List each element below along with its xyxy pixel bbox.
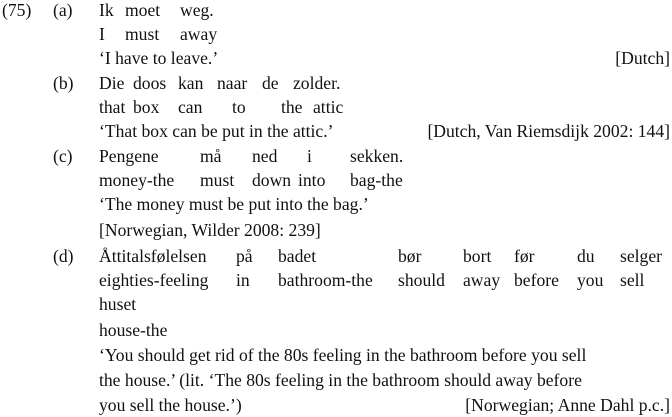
citation: [Dutch, Van Riemsdijk 2002: 144] <box>427 121 670 141</box>
gloss-word: must <box>125 24 160 44</box>
source-word: du <box>577 246 595 266</box>
source-word: huset <box>99 294 137 314</box>
source-word: doos <box>133 73 167 93</box>
gloss-word: eighties-feeling <box>99 270 209 290</box>
gloss-word: box <box>133 97 160 117</box>
item-label: (d) <box>53 246 74 266</box>
gloss-word: I <box>99 24 105 44</box>
item-label: (a) <box>53 0 73 20</box>
translation: ‘The money must be put into the bag.’ <box>99 194 369 214</box>
gloss-word: before <box>514 270 559 290</box>
translation-line: ‘You should get rid of the 80s feeling in the bathroom before you sell <box>99 345 587 365</box>
example-number: (75) <box>2 0 32 20</box>
gloss-word: that <box>99 97 126 117</box>
translation: ‘I have to leave.’ <box>99 48 219 68</box>
source-word: naar <box>217 73 248 93</box>
source-word: i <box>307 146 312 166</box>
gloss-word: money-the <box>99 170 175 190</box>
citation: [Norwegian; Anne Dahl p.c.] <box>465 395 670 415</box>
source-word: sekken. <box>350 146 404 166</box>
gloss-word: in <box>236 270 250 290</box>
gloss-word: away <box>463 270 501 290</box>
gloss-word: into <box>298 170 326 190</box>
source-word: selger <box>620 246 663 266</box>
source-word: moet <box>125 0 161 20</box>
source-word: Åttitalsfølelsen <box>99 246 207 266</box>
source-word: kan <box>178 73 204 93</box>
gloss-word: attic <box>313 97 344 117</box>
source-word: bort <box>463 246 492 266</box>
gloss-word: bag-the <box>350 170 403 190</box>
gloss-word: down <box>252 170 292 190</box>
item-label: (c) <box>53 146 73 166</box>
source-word: bør <box>398 246 422 266</box>
source-word: må <box>200 146 222 166</box>
citation: [Norwegian, Wilder 2008: 239] <box>99 220 321 240</box>
source-word: Pengene <box>99 146 159 166</box>
source-word: badet <box>278 246 317 266</box>
translation: ‘That box can be put in the attic.’ <box>99 121 334 141</box>
gloss-word: away <box>180 24 218 44</box>
item-label: (b) <box>53 73 74 93</box>
source-word: før <box>514 246 535 266</box>
source-word: zolder. <box>293 73 341 93</box>
gloss-word: to <box>232 97 246 117</box>
gloss-word: can <box>178 97 203 117</box>
source-word: Die <box>99 73 125 93</box>
gloss-word: must <box>200 170 235 190</box>
source-word: weg. <box>180 0 214 20</box>
source-word: ned <box>252 146 278 166</box>
source-word: de <box>262 73 279 93</box>
gloss-word: you <box>577 270 604 290</box>
source-word: Ik <box>99 0 114 20</box>
gloss-word: should <box>398 270 445 290</box>
source-word: på <box>236 246 253 266</box>
gloss-word: house-the <box>99 320 168 340</box>
translation-line: the house.’ (lit. ‘The 80s feeling in the bathroom should away before <box>99 370 582 390</box>
gloss-word: the <box>281 97 303 117</box>
citation: [Dutch] <box>615 48 670 68</box>
translation-line: you sell the house.’) <box>99 395 242 415</box>
gloss-word: bathroom-the <box>278 270 373 290</box>
gloss-word: sell <box>620 270 645 290</box>
